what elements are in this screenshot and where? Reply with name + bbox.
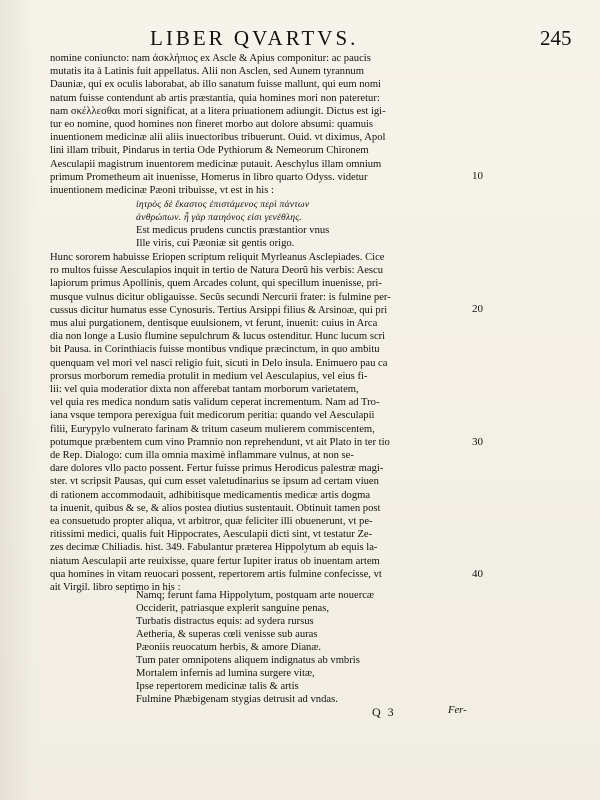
text-line: musque vulnus dicitur obligauisse. Secũs secundi Nercurii frater: is fulmine per- xyxy=(50,291,391,303)
text-line: potumque præbentem cum vino Pramnio non reprehendunt, vt ait Plato in ter tio xyxy=(50,436,390,448)
text-line: mus alui purgationem, dentisque euulsionem, vt ferunt, inuenit: cuius in Arca xyxy=(50,318,378,330)
verse-line: Tum pater omnipotens aliquem indignatus ab vmbris xyxy=(136,655,360,666)
text-line: Aesculapii magistrum inuentorem medicinæ putauit. Aeschylus illam omnium xyxy=(50,158,382,170)
text-line: inuentionem medicinæ Pæoni tribuisse, vt est in his : xyxy=(50,185,274,197)
text-line: iana vsque tempora perexigua fuit medicorum peritia: quando vel Aesculapii xyxy=(50,410,375,422)
greek-verse: ἀνθρώπων. ἦ γὰρ παιηόνος εἰσι γενέθλης. xyxy=(136,212,302,223)
text-line: ster. vt scripsit Pausas, qui cum esset valetudinarius se ipsum ad certam viuen xyxy=(50,476,379,488)
latin-verse: Ille viris, cui Pæoniæ sit gentis origo. xyxy=(136,238,295,249)
text-line: dare dolores vllo pacto possent. Fertur fuisse primus Herodicus palestræ magi- xyxy=(50,463,384,475)
page-footer xyxy=(0,705,600,723)
verse-line: Namq; ferunt fama Hippolytum, postquam arte nouercæ xyxy=(136,590,375,601)
latin-verse: Est medicus prudens cunctis præstantior vnus xyxy=(136,225,330,236)
text-line: cussus dicitur humatus esse Cynosuris. Tertius Arsippi filius & Arsinoæ, qui pri xyxy=(50,304,388,316)
text-line: ta inuenit, quibus & se, & alios postea diutius sustentauit. Obtinuit tamen post xyxy=(50,502,381,514)
text-line: filii, Eurypylo vulnerato farinam & tritum caseum mulierem commiscentem, xyxy=(50,423,375,435)
verse-line: Turbatis distractus equis: ad sydera rursus xyxy=(136,616,314,627)
text-line: vel quia res medica nondum satis validum ceperat incrementum. Nam ad Tro- xyxy=(50,397,380,409)
quote-homer xyxy=(136,198,496,250)
margin-line-number: 30 xyxy=(472,436,483,448)
text-line: zes decimæ Chiliadis. hist. 349. Fabulantur præterea Hippolytum ab equis la- xyxy=(50,542,378,554)
text-line: ea consuetudo propter aliqua, vt arbitror, quæ feliciter illi obuenerunt, vt pe- xyxy=(50,516,373,528)
page-number: 245 xyxy=(540,26,572,50)
text-line: primum Prometheum ait inuenisse, Homerus in libro quarto Odyss. videtur xyxy=(50,171,368,183)
text-line: qua homines in vitam reuocari possent, repertorem artis fulmine confecisse, vt xyxy=(50,568,382,580)
text-line: lini illam tribuit, Pindarus in tertia Ode Pythiorum & Nemeorum Chironem xyxy=(50,145,369,157)
verse-line: Fulmine Phæbigenam stygias detrusit ad vndas. xyxy=(136,694,338,705)
verse-line: Pæoniis reuocatum herbis, & amore Dianæ. xyxy=(136,642,322,653)
paragraph-1 xyxy=(50,52,482,197)
text-line: quenquam vel mori vel nasci religio fuit, sicuti in Delo insula. Enimuero pau ca xyxy=(50,357,388,369)
verse-line: Mortalem infernis ad lumina surgere vitæ, xyxy=(136,668,315,679)
verse-line: Aetheria, & superas cœli venisse sub auras xyxy=(136,629,318,640)
verse-line: Ipse repertorem medicinæ talis & artis xyxy=(136,681,299,692)
text-line: Dauniæ, qui ex oculis laborabat, ab illo sanatum fuisse mallunt, qui eum nomi xyxy=(50,79,381,91)
text-line: lii: vel quia moderatior dixta non afferebat tantam morborum varietatem, xyxy=(50,384,359,396)
text-line: prorsus morborum remedia protulit in medium vel Aesculapius, vel eius fi- xyxy=(50,370,368,382)
greek-verse: ἰητρὸς δὲ ἕκαστος ἐπιστάμενος περὶ πάντων xyxy=(136,199,310,210)
text-line: Hunc sororem habuisse Eriopen scriptum reliquit Myrleanus Asclepiades. Cice xyxy=(50,252,385,263)
text-line: ritissimi medici, qualis fuit Hippocrates, Aesculapii dicti sint, vt testatur Ze- xyxy=(50,529,373,541)
signature-mark: Q 3 xyxy=(372,705,396,719)
text-line: nomine coniuncto: nam ἀσκλήπιος ex Ascle & Apius componitur: ac paucis xyxy=(50,53,371,64)
paragraph-2 xyxy=(50,251,482,594)
margin-line-number: 10 xyxy=(472,170,483,182)
running-title: LIBER QVARTVS. xyxy=(150,26,359,50)
text-line: di rationem accommodauit, adhibitisque medicamentis medicæ artis dogma xyxy=(50,489,371,501)
text-line: lapiorum primus Apollinis, quem Arcades colunt, qui specillum inuenisse, pri- xyxy=(50,278,382,290)
text-line: de Rep. Dialogo: cum illa omnia maximè inflammare vulnus, at non se- xyxy=(50,450,354,462)
text-line: ait Virgil. libro septimo in his : xyxy=(50,582,181,594)
text-line: bit Pausa. in Corinthiacis fuisse montibus vndique præcinctum, in quo ambitu xyxy=(50,344,380,356)
margin-line-number: 20 xyxy=(472,303,483,315)
text-line: nam σκέλλεσθαι mori significat, at a litera priuationem adiungit. Dictus est igi- xyxy=(50,105,386,117)
text-line: dia non longe a Lusio flumine sepulchrum & lucus ostenditur. Hunc lucum scri xyxy=(50,331,386,343)
text-line: niatum Aesculapii arte reuixisse, quare fertur Iupiter iratus ob inuentam artem xyxy=(50,555,380,567)
quote-virgil xyxy=(136,589,496,706)
page-header xyxy=(0,26,600,50)
text-line: mutatis ita à Latinis fuit appellatus. Alii non Asclen, sed Aunem tyrannum xyxy=(50,66,364,78)
text-line: tur eo nomine, quod homines non fineret morbo aut dolore absumi: quamuis xyxy=(50,119,374,131)
text-line: inuentionem medicinæ alii aliis inuectoribus tribuerunt. Ouid. vt diximus, Apol xyxy=(50,132,386,144)
text-line: natum fuisse contendunt ab artis præstantia, quia homines mori non pateretur: xyxy=(50,92,380,104)
text-line: ro multos fuisse Aesculapios inquit in tertio de Natura Deorũ his verbis: Aescu xyxy=(50,265,384,277)
verse-line: Occiderit, patriasque explerit sanguine penas, xyxy=(136,603,329,614)
catchword: Fer- xyxy=(448,705,467,716)
margin-line-number: 40 xyxy=(472,568,483,580)
